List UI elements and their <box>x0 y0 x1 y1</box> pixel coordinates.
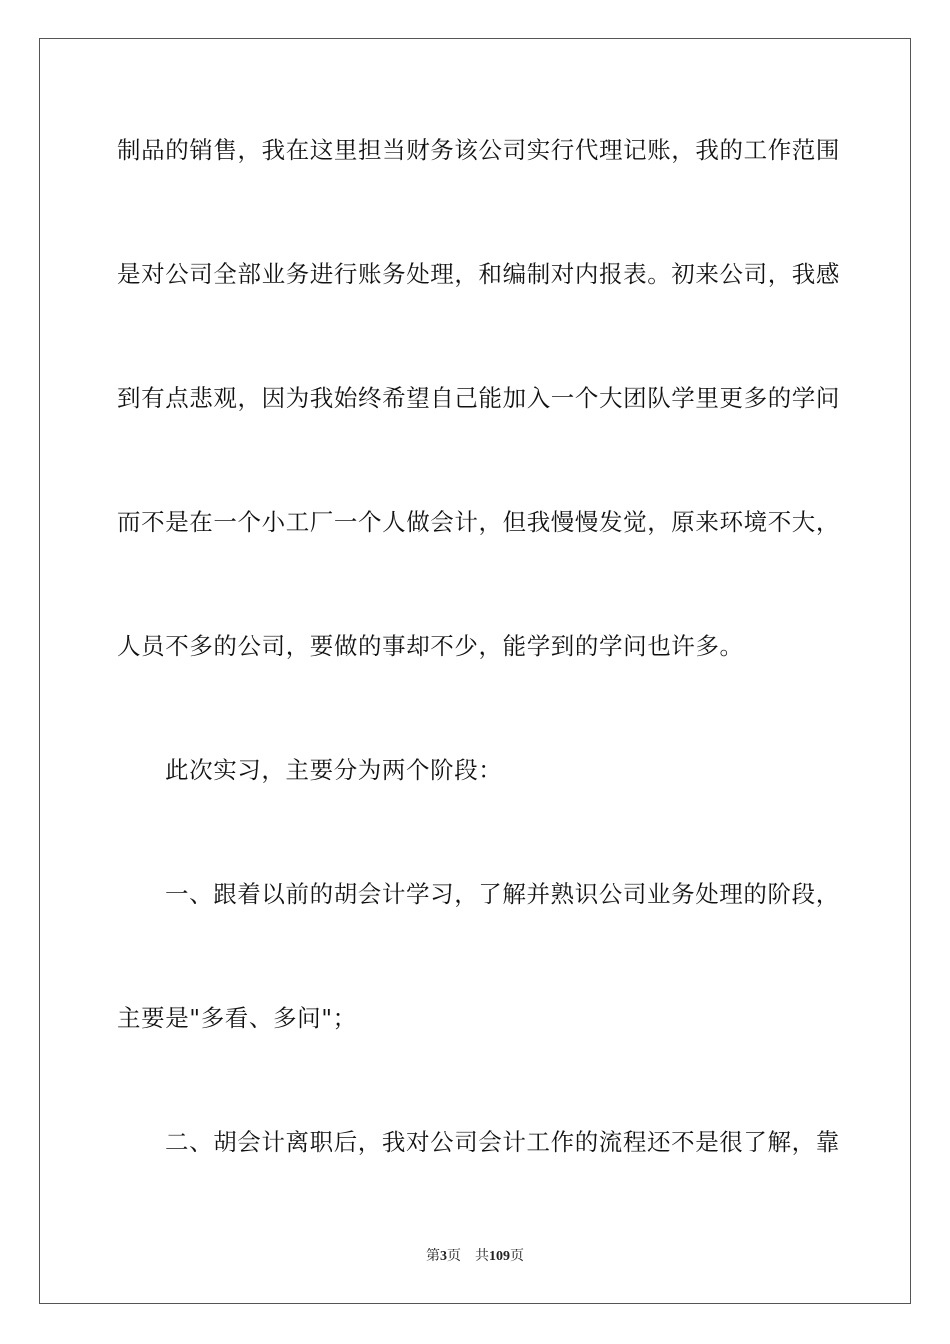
paragraph-stage-two: 二、胡会计离职后，我对公司会计工作的流程还不是很了解，靠 <box>165 1128 840 1156</box>
total-pages: 109 <box>489 1249 510 1264</box>
body-text-line-8: 主要是"多看、多问"； <box>117 1004 357 1032</box>
body-text-line-4: 而不是在一个小工厂一个人做会计，但我慢慢发觉，原来环境不大， <box>117 508 840 536</box>
total-suffix: 页 <box>510 1249 524 1264</box>
body-text-line-2: 是对公司全部业务进行账务处理，和编制对内报表。初来公司，我感 <box>117 260 840 288</box>
page-number: 3 <box>440 1249 447 1264</box>
paragraph-intro-stages: 此次实习，主要分为两个阶段： <box>165 756 503 784</box>
body-text-line-5: 人员不多的公司，要做的事却不少，能学到的学问也许多。 <box>117 632 744 660</box>
page-border <box>39 38 911 1304</box>
page-suffix: 页 <box>447 1249 461 1264</box>
page-prefix: 第 <box>426 1249 440 1264</box>
body-text-line-3: 到有点悲观，因为我始终希望自己能加入一个大团队学里更多的学问 <box>117 384 840 412</box>
paragraph-stage-one: 一、跟着以前的胡会计学习，了解并熟识公司业务处理的阶段， <box>165 880 840 908</box>
total-prefix: 共 <box>475 1249 489 1264</box>
page-footer <box>0 1248 950 1266</box>
body-text-line-1: 制品的销售，我在这里担当财务该公司实行代理记账，我的工作范围 <box>117 136 840 164</box>
